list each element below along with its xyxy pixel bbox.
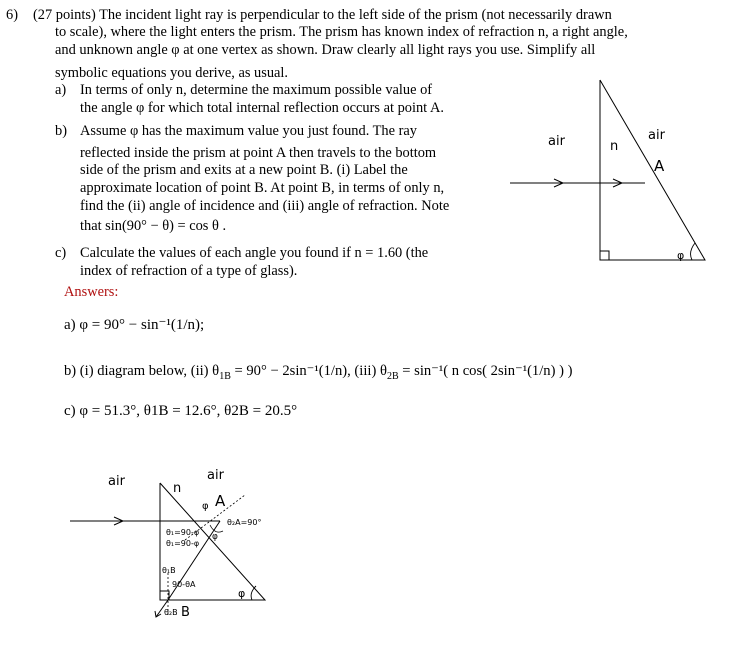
- bottom-theta-1B: θ₁B: [162, 566, 176, 575]
- prism-figure-bottom: [60, 465, 280, 630]
- bottom-phi-small: φ: [212, 532, 218, 542]
- top-air-left: air: [548, 134, 565, 149]
- part-c-label: c): [55, 245, 67, 261]
- part-b-line-4: approximate location of point B. At point B, in terms of only n,: [80, 180, 445, 196]
- part-a-line-1: In terms of only n, determine the maximum possible value of: [80, 82, 433, 98]
- answer-c: c) φ = 51.3°, θ1B = 12.6°, θ2B = 20.5°: [64, 403, 298, 419]
- bottom-90-minus: 90-θA: [172, 580, 196, 589]
- problem-line-2: to scale), where the light enters the prism. The prism has known index of refraction n, a right angle,: [55, 24, 628, 40]
- problem-number: 6): [6, 7, 18, 23]
- answer-b-prefix: b) (i) diagram below, (ii) θ: [64, 363, 220, 379]
- bottom-air-right: air: [207, 468, 224, 483]
- answer-a: a) φ = 90° − sin⁻¹(1/n);: [64, 317, 205, 333]
- bottom-eq-1: θ₁=90-φ: [166, 528, 200, 537]
- answer-b-ii-rhs: = 90° − 2sin⁻¹(1/n), (iii) θ: [230, 363, 387, 379]
- bottom-phi-bottom: φ: [238, 587, 246, 600]
- problem-line-1: (27 points) The incident light ray is perpendicular to the left side of the prism (not necessarily drawn: [33, 7, 612, 23]
- part-b-label: b): [55, 123, 67, 139]
- part-b-line-2: reflected inside the prism at point A then travels to the bottom: [80, 145, 437, 161]
- part-b-line-6: that sin(90° − θ) = cos θ .: [80, 218, 227, 234]
- answers-heading: Answers:: [64, 284, 119, 300]
- top-n-label: n: [610, 139, 619, 154]
- prism-outline-top: [600, 80, 705, 260]
- bottom-point-B: B: [181, 605, 190, 620]
- bottom-theta-2A: θ₂A=90°: [227, 518, 262, 527]
- answer-b: [64, 362, 572, 386]
- part-b-line-1: Assume φ has the maximum value you just found. The ray: [80, 123, 417, 139]
- top-phi: φ: [677, 249, 685, 262]
- answer-b-iii-sub: 2B: [386, 370, 399, 382]
- bottom-n-label: n: [173, 481, 182, 496]
- part-c-line-1: Calculate the values of each angle you found if n = 1.60 (the: [80, 245, 429, 261]
- answer-b-iii-rhs: = sin⁻¹( n cos( 2sin⁻¹(1/n) ) ): [398, 363, 573, 379]
- answer-b-ii-sub: 1B: [219, 370, 231, 382]
- part-b-line-3: side of the prism and exits at a new point B. (i) Label the: [80, 162, 408, 178]
- part-c-line-2: index of refraction of a type of glass).: [80, 263, 298, 279]
- problem-line-3: and unknown angle φ at one vertex as shown. Draw clearly all light rays you use. Simplify all: [55, 42, 596, 58]
- top-air-right: air: [648, 128, 665, 143]
- bottom-theta-2B: θ₂B: [164, 608, 178, 617]
- top-point-A: A: [654, 157, 665, 175]
- part-b-line-5: find the (ii) angle of incidence and (iii) angle of refraction. Note: [80, 198, 450, 214]
- part-a-label: a): [55, 82, 67, 98]
- bottom-point-A: A: [215, 492, 226, 510]
- part-a-line-2: the angle φ for which total internal reflection occurs at point A.: [80, 100, 444, 116]
- phi-arc-bottom: [251, 586, 256, 600]
- prism-figure-top: [500, 70, 720, 270]
- bottom-phi-top: φ: [202, 501, 209, 512]
- right-angle-marker-top: [600, 251, 609, 260]
- bottom-eq-2: θ₁=90-φ: [166, 539, 200, 548]
- bottom-air-left: air: [108, 474, 125, 489]
- phi-arc-top: [691, 243, 695, 260]
- problem-line-4: symbolic equations you derive, as usual.: [55, 65, 289, 81]
